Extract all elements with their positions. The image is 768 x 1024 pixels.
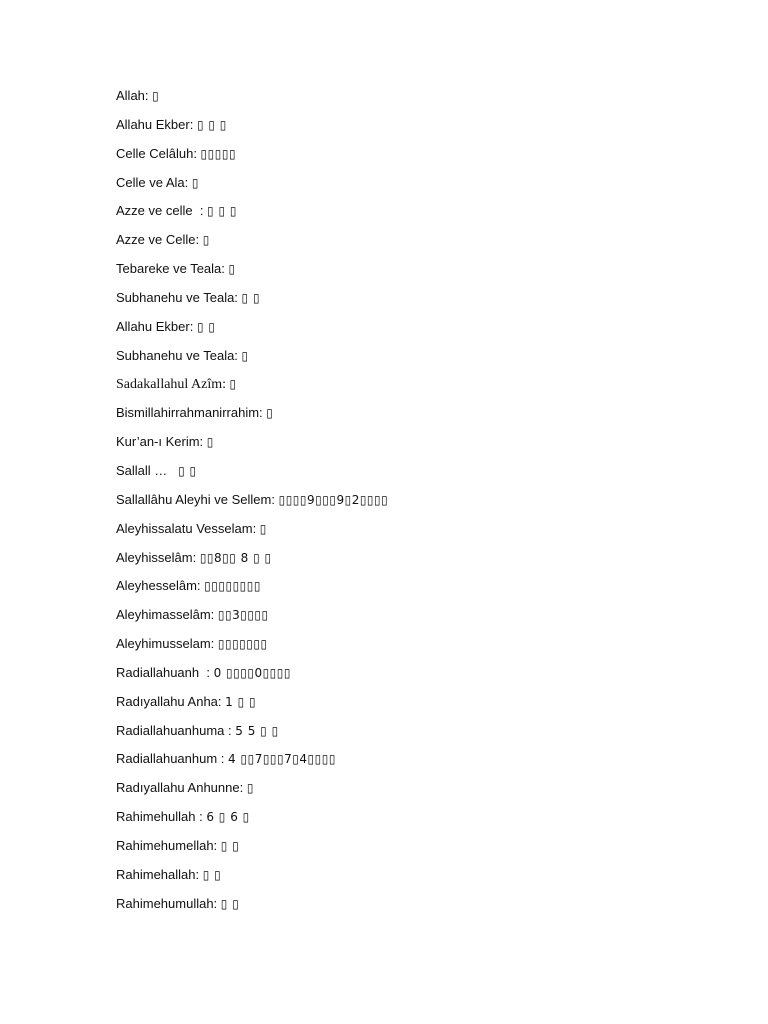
term-label: Aleyhissalatu Vesselam: <box>116 520 260 536</box>
term-label: Sadakallahul Azîm: <box>116 377 230 393</box>
term-label: Celle ve Ala: <box>116 174 192 190</box>
term-label: Aleyhisselâm: <box>116 549 200 565</box>
arabic-glyphs: ▯▯8▯▯ 8 ▯ ▯ <box>199 550 272 565</box>
term-line <box>116 115 716 144</box>
arabic-glyphs: ▯ ▯ <box>202 867 222 882</box>
term-line <box>116 576 716 605</box>
term-label: Tebareke ve Teala: <box>116 261 229 277</box>
term-line <box>116 749 716 778</box>
arabic-glyphs: 0 ▯▯▯▯0▯▯▯▯ <box>213 665 291 680</box>
arabic-glyphs: ▯ <box>206 435 214 450</box>
term-line <box>116 634 716 663</box>
term-line <box>116 144 716 173</box>
arabic-glyphs: ▯▯3▯▯▯▯ <box>217 608 269 623</box>
arabic-glyphs: ▯ ▯ <box>196 319 216 334</box>
term-line <box>116 317 716 346</box>
arabic-glyphs: ▯▯▯▯9▯▯▯9▯2▯▯▯▯ <box>278 492 389 507</box>
term-label: Radiallahuanh : <box>116 664 214 680</box>
term-label: Radiallahuanhuma : <box>116 722 236 738</box>
term-label: Aleyhesselâm: <box>116 578 205 594</box>
term-label: Aleyhimasselâm: <box>116 607 218 623</box>
arabic-glyphs: 4 ▯▯7▯▯▯7▯4▯▯▯▯ <box>228 752 336 767</box>
term-line <box>116 836 716 865</box>
term-line <box>116 519 716 548</box>
term-label: Sallall … <box>116 462 179 478</box>
term-line <box>116 721 716 750</box>
term-label: Bismillahirrahmanirrahim: <box>116 405 267 421</box>
term-label: Aleyhimusselam: <box>116 636 218 652</box>
arabic-glyphs: ▯ <box>229 377 237 392</box>
term-line <box>116 201 716 230</box>
arabic-glyphs: ▯ ▯ <box>220 896 240 911</box>
arabic-glyphs: ▯ <box>246 781 254 796</box>
term-line <box>116 894 716 923</box>
term-line <box>116 288 716 317</box>
term-label: Rahimehumellah: <box>116 837 221 853</box>
arabic-glyphs: ▯ ▯ <box>178 463 197 478</box>
arabic-glyphs: ▯ <box>266 406 274 421</box>
arabic-glyphs: ▯ <box>152 89 160 103</box>
term-label: Subhanehu ve Teala: <box>116 347 242 363</box>
arabic-glyphs: 1 ▯ ▯ <box>225 694 257 709</box>
term-label: Subhanehu ve Teala: <box>116 289 242 305</box>
term-label: Radiallahuanhum : <box>116 751 229 767</box>
term-line <box>116 259 716 288</box>
arabic-glyphs: ▯ <box>191 175 199 190</box>
arabic-glyphs: ▯ <box>259 521 267 536</box>
term-list <box>116 86 716 922</box>
term-label: Azze ve Celle: <box>116 232 203 248</box>
term-label: Rahimehullah : <box>116 809 207 825</box>
term-label: Allah: <box>116 88 153 103</box>
term-label: Celle Celâluh: <box>116 145 201 161</box>
term-line <box>116 403 716 432</box>
term-label: Radıyallahu Anhunne: <box>116 780 247 796</box>
term-line <box>116 605 716 634</box>
term-line <box>116 230 716 259</box>
term-label: Sallallâhu Aleyhi ve Sellem: <box>116 491 279 507</box>
arabic-glyphs: ▯ ▯ <box>220 838 240 853</box>
arabic-glyphs: ▯ <box>241 348 249 363</box>
term-label: Rahimehallah: <box>116 866 203 882</box>
term-line <box>116 346 716 375</box>
term-line <box>116 807 716 836</box>
arabic-glyphs: ▯▯▯▯▯▯▯▯ <box>204 579 261 594</box>
arabic-glyphs: ▯▯▯▯▯▯▯ <box>217 637 268 652</box>
arabic-glyphs: 5 5 ▯ ▯ <box>235 723 279 738</box>
term-line <box>116 374 716 403</box>
arabic-glyphs: ▯ ▯ ▯ <box>207 204 237 219</box>
term-line <box>116 548 716 577</box>
term-label: Allahu Ekber: <box>116 318 197 334</box>
arabic-glyphs: ▯ <box>202 233 210 248</box>
term-label: Azze ve celle : <box>116 203 208 219</box>
term-line <box>116 778 716 807</box>
term-line <box>116 490 716 519</box>
arabic-glyphs: ▯ ▯ ▯ <box>196 117 227 132</box>
term-line <box>116 663 716 692</box>
term-label: Rahimehumullah: <box>116 895 221 911</box>
term-line <box>116 86 716 115</box>
term-line <box>116 173 716 202</box>
term-line <box>116 461 716 490</box>
arabic-glyphs: 6 ▯ 6 ▯ <box>206 810 250 825</box>
term-label: Kur’an-ı Kerim: <box>116 434 207 450</box>
term-label: Allahu Ekber: <box>116 116 197 132</box>
arabic-glyphs: ▯ <box>228 262 236 277</box>
term-line <box>116 865 716 894</box>
term-line <box>116 692 716 721</box>
term-line <box>116 432 716 461</box>
arabic-glyphs: ▯▯▯▯▯ <box>200 146 237 161</box>
arabic-glyphs: ▯ ▯ <box>241 290 261 305</box>
term-label: Radıyallahu Anha: <box>116 693 226 709</box>
